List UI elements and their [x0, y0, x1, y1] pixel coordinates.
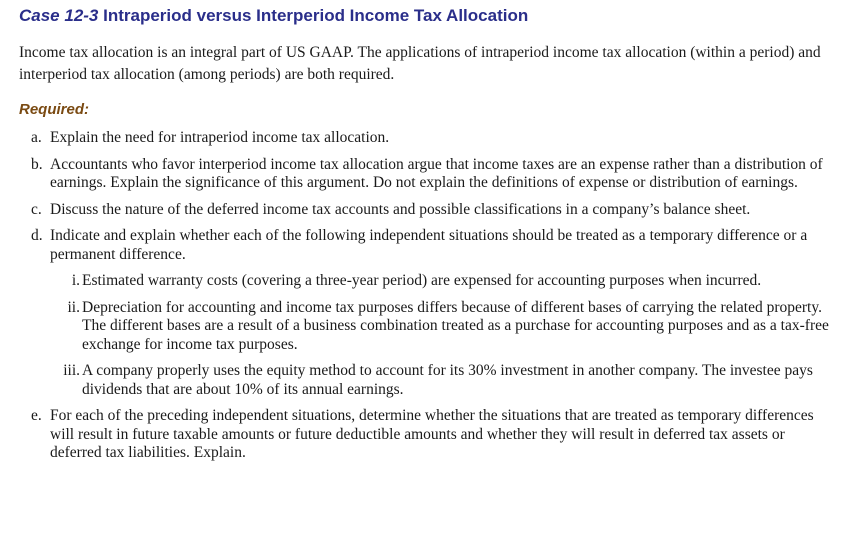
- question-c: [19, 201, 834, 220]
- sub-question-marker: iii.: [63, 362, 80, 379]
- sub-question-text: A company properly uses the equity method to account for its 30% investment in another company. The investee pays dividends that are about 10% of its annual earnings.: [82, 362, 813, 398]
- sub-question-list: [50, 272, 834, 399]
- sub-question-i: [19, 272, 834, 291]
- sub-question-marker: ii.: [67, 298, 80, 316]
- sub-question-text: Depreciation for accounting and income tax purposes differs because of different bases of carrying the related property. The different bases are a result of a business combination treated as a purchase for accounting purposes and as a tax-free exchange for income tax purposes.: [82, 298, 829, 353]
- question-a: [19, 129, 834, 148]
- sub-question-marker: i.: [71, 272, 80, 289]
- case-document: [19, 0, 834, 463]
- sub-question-iii: [19, 362, 834, 399]
- sub-question-ii: [19, 299, 834, 355]
- question-list: [19, 129, 834, 463]
- question-text: Accountants who favor interperiod income tax allocation argue that income taxes are an expense rather than a distribution of earnings. Explain the significance of this argument. Do not explain the definitions of expense or distribution of earnings.: [50, 155, 823, 191]
- sub-question-text: Estimated warranty costs (covering a three-year period) are expensed for accounting purposes when incurred.: [82, 272, 762, 289]
- question-text: For each of the preceding independent situations, determine whether the situations that are treated as temporary differences will result in future taxable amounts or future deductible amounts and whether they will result in deferred tax assets or deferred tax liabilities. Explain.: [50, 407, 814, 461]
- question-d: [19, 227, 834, 399]
- question-marker: d.: [31, 227, 43, 244]
- question-marker: b.: [31, 155, 43, 173]
- question-marker: a.: [31, 129, 42, 146]
- case-heading: [19, 4, 834, 28]
- case-number: Case 12-3: [19, 6, 99, 25]
- question-e: [19, 407, 834, 463]
- intro-paragraph: Income tax allocation is an integral part of US GAAP. The applications of intraperiod income tax allocation (within a period) and interperiod tax allocation (among periods) are both required.: [19, 44, 821, 83]
- question-b: [19, 156, 834, 193]
- question-marker: c.: [31, 200, 42, 218]
- question-text: Discuss the nature of the deferred income tax accounts and possible classifications in a company’s balance sheet.: [50, 200, 751, 218]
- required-label: Required:: [19, 101, 90, 118]
- case-title: Intraperiod versus Interperiod Income Tax Allocation: [103, 6, 529, 25]
- question-text: Explain the need for intraperiod income tax allocation.: [50, 129, 390, 146]
- question-text: Indicate and explain whether each of the following independent situations should be treated as a temporary difference or a permanent difference.: [50, 227, 808, 263]
- question-marker: e.: [31, 407, 42, 424]
